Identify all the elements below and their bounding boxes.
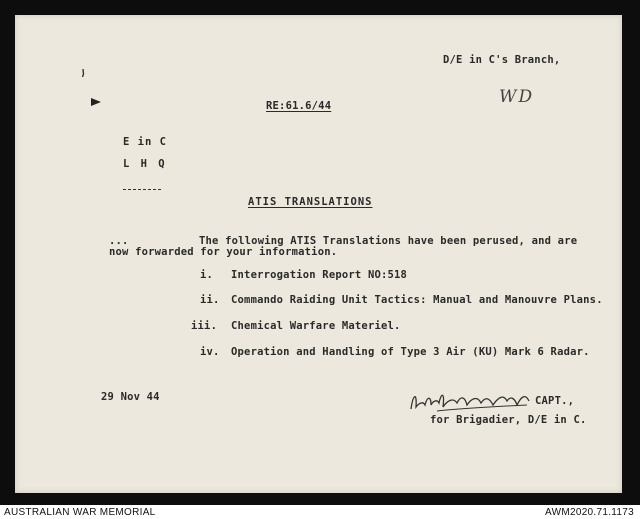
paragraph-line-2: now forwarded for your information. [109, 246, 338, 258]
addressee-2: L H Q [123, 158, 168, 170]
list-item-number: ii. [200, 294, 220, 306]
underline-dashes [123, 189, 161, 190]
footer-credit: AUSTRALIAN WAR MEMORIAL [4, 507, 156, 518]
paragraph-line-1: The following ATIS Translations have been perused, and are [199, 235, 578, 247]
document-page [15, 15, 622, 493]
pencil-annotation: WD [499, 87, 535, 107]
branch-line: D/E in C's Branch, [443, 54, 561, 66]
addressee-1: E in C [123, 136, 167, 148]
paragraph-lead: ... [109, 235, 129, 247]
list-item-number: i. [200, 269, 214, 281]
list-item-text: Chemical Warfare Materiel. [231, 320, 401, 332]
ink-mark [81, 69, 85, 77]
reference-number: RE:61.6/44 [266, 100, 332, 112]
list-item-text: Interrogation Report NO:518 [231, 269, 408, 281]
list-item-number: iii. [191, 320, 218, 332]
signature-for-line: for Brigadier, D/E in C. [430, 414, 587, 426]
document-title: ATIS TRANSLATIONS [248, 196, 373, 208]
list-item-text: Commando Raiding Unit Tactics: Manual and Manouvre Plans. [231, 294, 603, 306]
date-line: 29 Nov 44 [101, 391, 160, 403]
list-item-text: Operation and Handling of Type 3 Air (KU) Mark 6 Radar. [231, 346, 590, 358]
list-item-number: iv. [200, 346, 220, 358]
rank-label: CAPT., [535, 395, 575, 407]
arrow-mark-icon [91, 97, 101, 107]
footer-accession-number: AWM2020.71.1173 [545, 507, 634, 518]
